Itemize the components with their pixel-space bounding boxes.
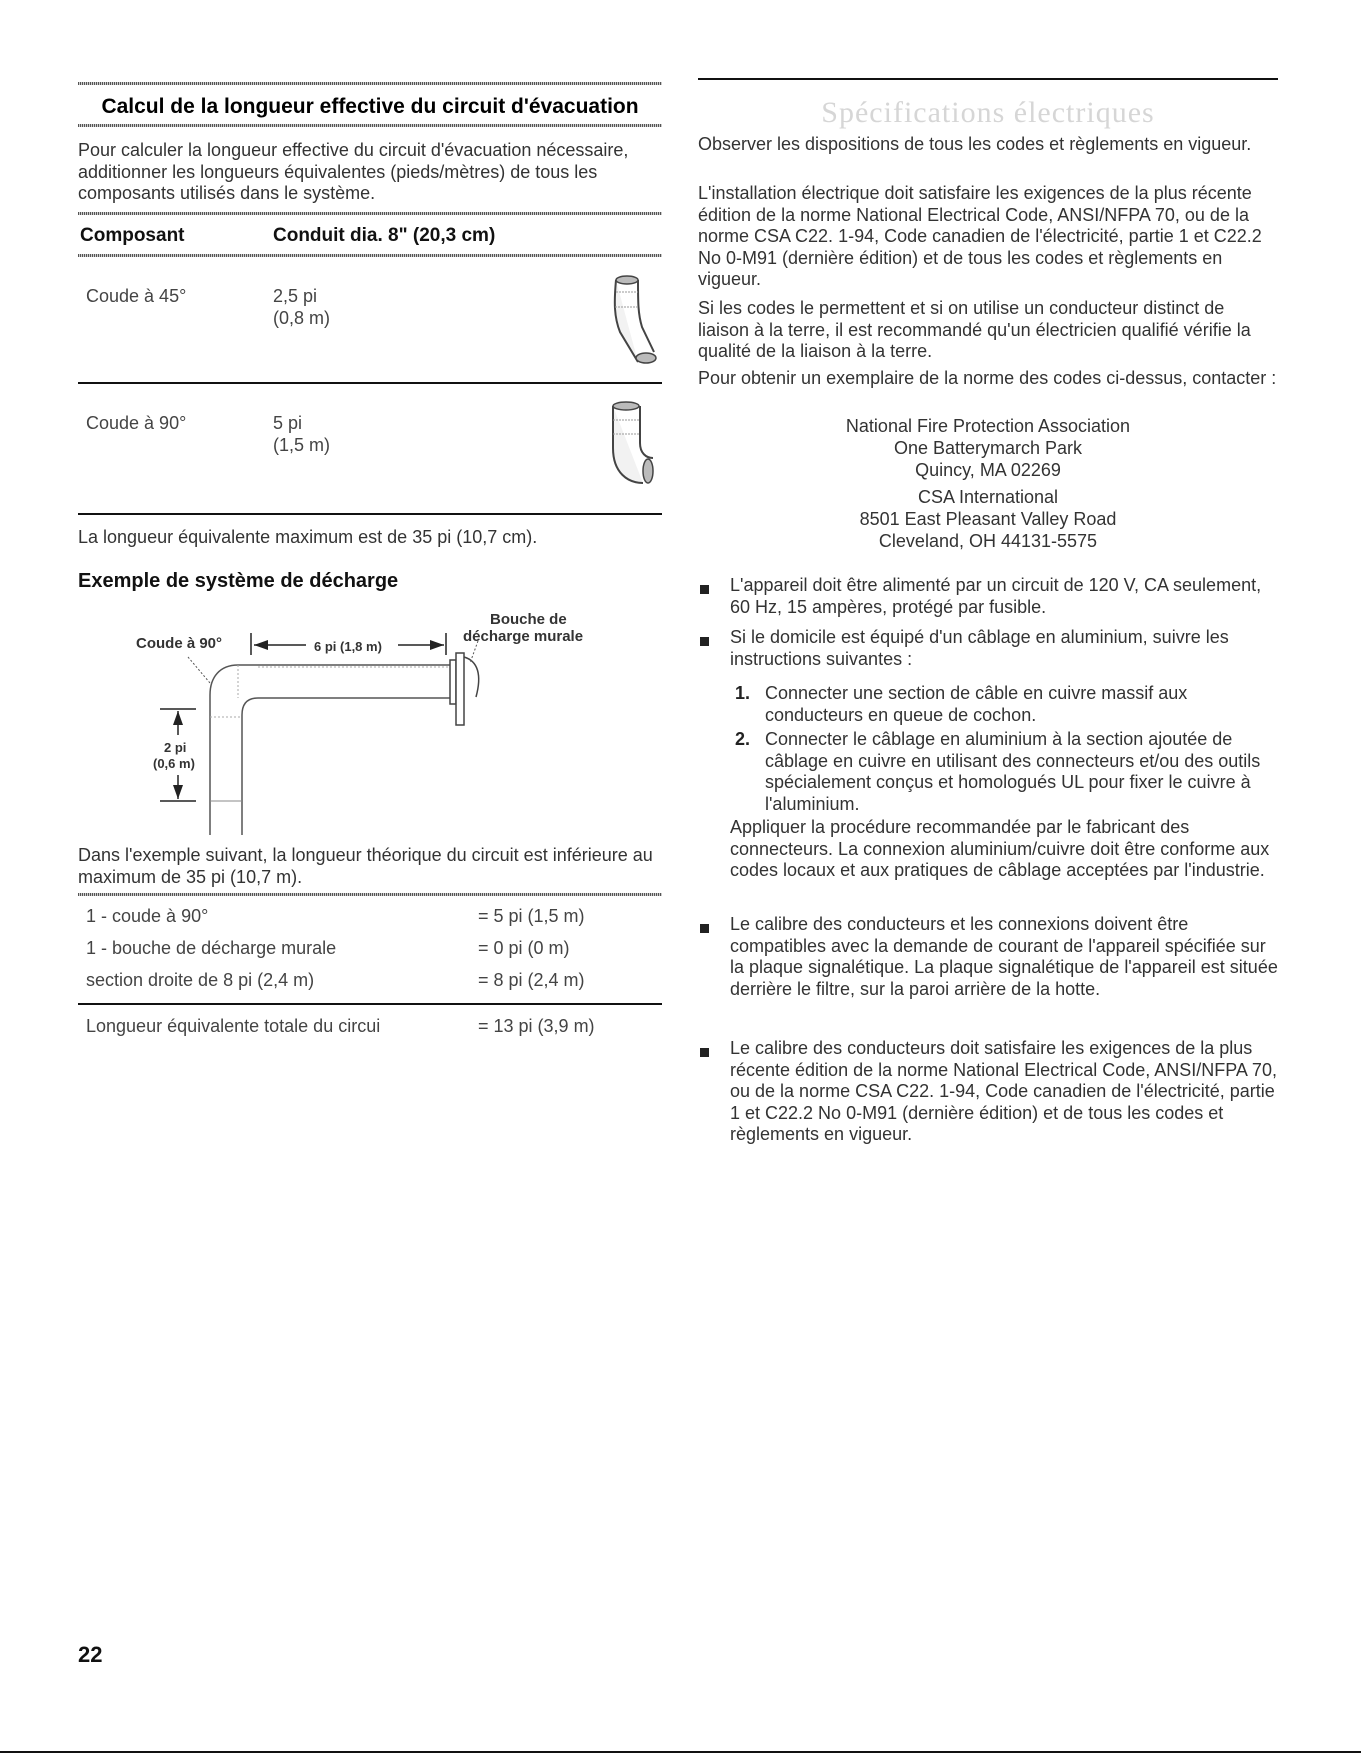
calc-total-rule [78,1003,662,1005]
bullet-marker [700,1048,709,1057]
calc-value-cap: = 0 pi (0 m) [478,938,570,958]
table-header-component: Composant [80,225,185,246]
elbow-90-icon [588,398,663,508]
page-number: 22 [78,1642,103,1667]
address-csa-line-3: Cleveland, OH 44131-5575 [878,531,1098,551]
diagram-label-height-2: (0,6 m) [153,756,195,771]
bullet-conductor-codes: Le calibre des conducteurs doit satisfaire les exigences de la plus récente édition de la norme National Electrical Code, ANSI/NFPA 70, ou de la norme CSA C22. 1-94, Code canadien de l'électricité, partie 1 et C22.2 No 0-M91 (dernière édition) et de tous les codes et règlements en vigueur. [730,1038,1277,1144]
calc-item-elbow: 1 - coude à 90° [86,906,209,926]
right-top-rule [698,78,1278,80]
calc-value-straight: = 8 pi (2,4 m) [478,970,585,990]
row-elbow-45-value-ft: 2,5 pi [273,286,318,306]
address-csa-line-1: CSA International [917,487,1059,507]
bullet-power: L'appareil doit être alimenté par un circuit de 120 V, CA seulement, 60 Hz, 15 ampères, protégé par fusible. [730,575,1262,617]
section-heading: Calcul de la longueur effective du circuit d'évacuation [101,95,639,118]
paragraph-contact: Pour obtenir un exemplaire de la norme des codes ci-dessus, contacter : [698,368,1277,388]
diagram-label-elbow: Coude à 90° [136,635,223,652]
diagram-label-length: 6 pi (1,8 m) [314,639,382,654]
step-number-1: 1. [735,683,751,703]
calc-top-rule [78,893,662,896]
row-elbow-45-value-m: (0,8 m) [273,308,331,328]
row-elbow-90-value-m: (1,5 m) [273,435,331,455]
diagram-label-height-1: 2 pi [164,740,187,755]
paragraph-codes: Observer les dispositions de tous les codes et règlements en vigueur. [698,134,1252,154]
discharge-system-diagram [78,605,662,835]
calc-total-item: Longueur équivalente totale du circui [86,1016,381,1036]
top-rule [78,82,662,85]
intro-paragraph: Pour calculer la longueur effective du circuit d'évacuation nécessaire, additionner les longueurs équivalentes (pieds/mètres) de tous les composants utilisés dans le système. [78,140,629,203]
address-nfpa-line-2: One Batterymarch Park [893,438,1083,458]
paragraph-after-steps: Appliquer la procédure recommandée par le fabricant des connecteurs. La connexion aluminium/cuivre doit être conforme aux codes locaux et aux pratiques de câblage acceptées par l'industrie. [730,817,1270,880]
bottom-rule [0,1751,1361,1753]
step-1: Connecter une section de câble en cuivre massif aux conducteurs en queue de cochon. [765,683,1188,725]
row-elbow-45-name: Coude à 45° [86,286,187,306]
example-paragraph: Dans l'exemple suivant, la longueur théorique du circuit est inférieure au maximum de 35 pi (10,7 m). [78,845,653,887]
bullet-marker [700,924,709,933]
row-elbow-90-value-ft: 5 pi [273,413,303,433]
address-nfpa-line-3: Quincy, MA 02269 [915,460,1061,480]
calc-total-value: = 13 pi (3,9 m) [478,1016,595,1036]
heading-rule [78,124,662,127]
paragraph-grounding: Si les codes le permettent et si on utilise un conducteur distinct de liaison à la terre, il est recommandé qu'un électricien qualifié vérifie la qualité de la liaison à la terre. [698,298,1251,361]
table-bottom-rule [78,513,662,515]
paragraph-installation: L'installation électrique doit satisfaire les exigences de la plus récente édition de la norme National Electrical Code, ANSI/NFPA 70, ou de la norme CSA C22. 1-94, Code canadien de l'électricité, partie 1 et C22.2 No 0-M91 (dernière édition) et de tous les codes et règlements en vigueur. [698,183,1262,289]
table-header-rule [78,254,662,257]
row-elbow-90-name: Coude à 90° [86,413,187,433]
calc-item-cap: 1 - bouche de décharge murale [86,938,337,958]
max-length-note: La longueur équivalente maximum est de 35 pi (10,7 cm). [78,527,538,547]
diagram-label-cap-2: décharge murale [463,628,584,645]
calc-value-elbow: = 5 pi (1,5 m) [478,906,585,926]
example-heading: Exemple de système de décharge [78,570,399,592]
step-2: Connecter le câblage en aluminium à la section ajoutée de câblage en cuivre en utilisant des connecteurs et/ou des outils spécialement conçus et homologués UL pour fixer le cuivre à l'aluminium. [765,729,1261,814]
bullet-marker [700,585,709,594]
address-nfpa-line-1: National Fire Protection Association [845,416,1131,436]
step-number-2: 2. [735,729,751,749]
bullet-aluminium: Si le domicile est équipé d'un câblage en aluminium, suivre les instructions suivantes : [730,627,1229,669]
row-divider [78,382,662,384]
diagram-drawing [78,605,662,835]
bullet-conductor-gauge: Le calibre des conducteurs et les connexions doivent être compatibles avec la demande de courant de l'appareil spécifiée sur la plaque signalétique. La plaque signalétique de l'appareil est située derrière le filtre, sur la paroi arrière de la hotte. [730,914,1278,999]
calc-item-straight: section droite de 8 pi (2,4 m) [86,970,315,990]
section-title: Spécifications électriques [821,96,1155,129]
diagram-label-cap-1: Bouche de [490,611,567,628]
address-csa-line-2: 8501 East Pleasant Valley Road [859,509,1117,529]
table-top-rule [78,212,662,215]
elbow-45-icon [598,272,658,382]
bullet-marker [700,637,709,646]
table-header-duct: Conduit dia. 8" (20,3 cm) [273,225,496,246]
